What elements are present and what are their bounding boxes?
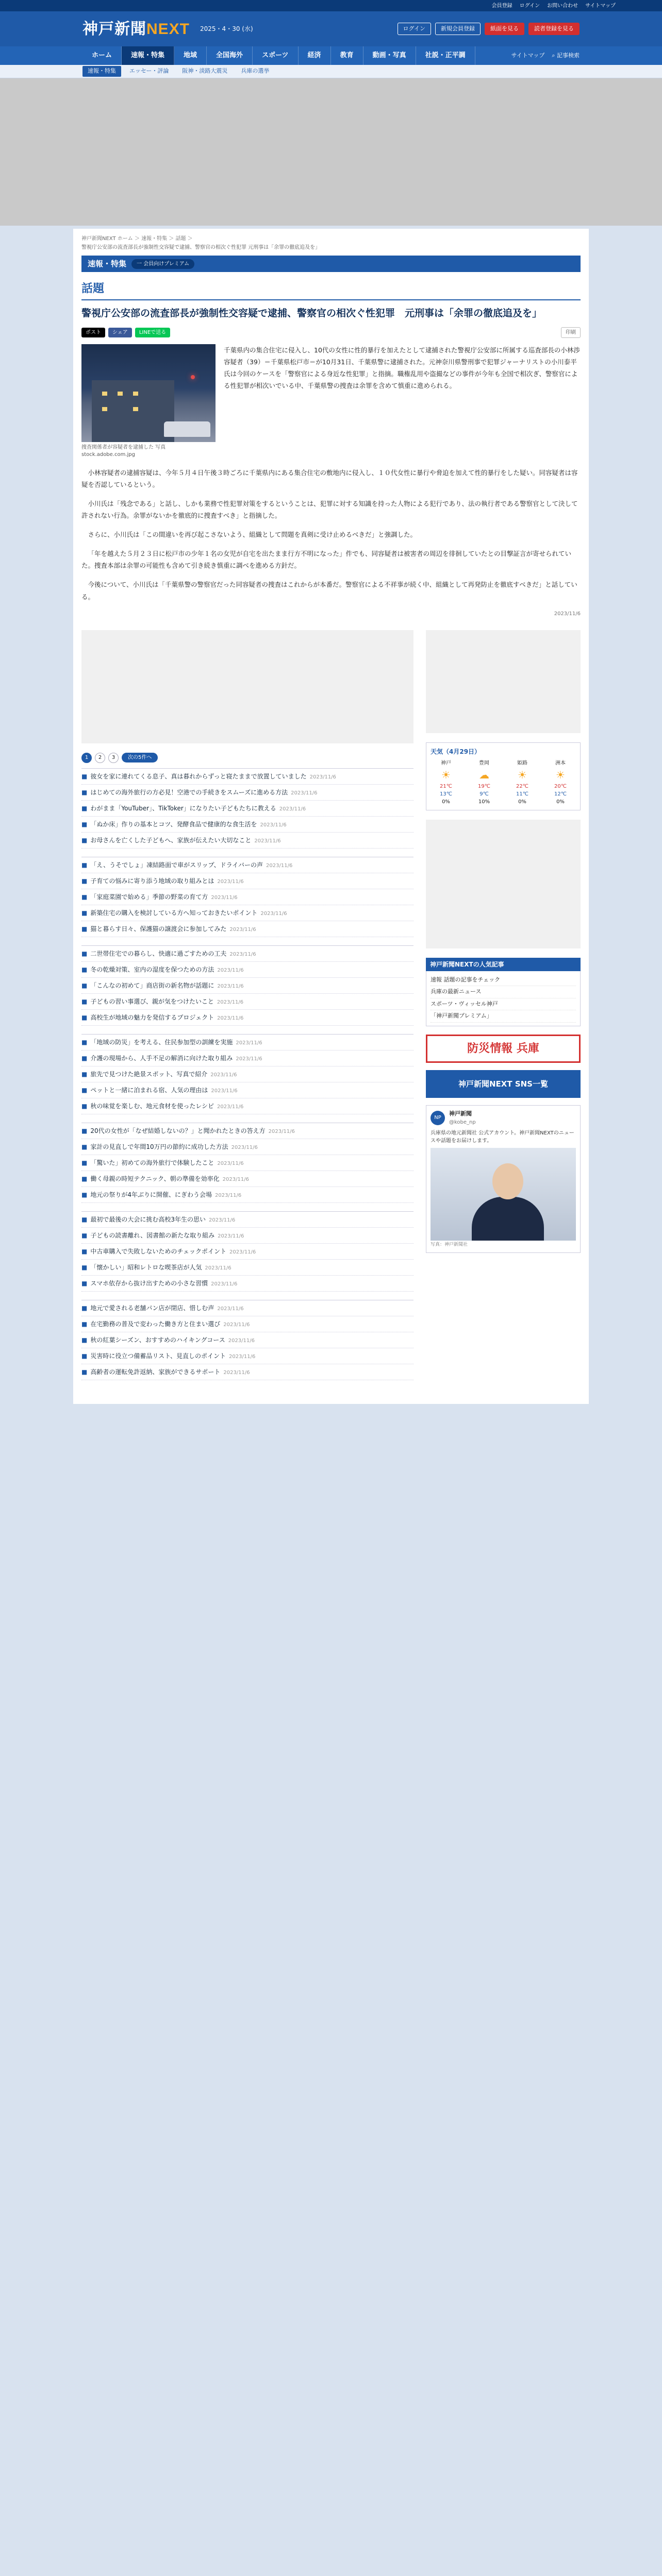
weather-city: 豊岡	[479, 760, 489, 766]
news-group	[81, 857, 413, 937]
list-item-title: 新築住宅の購入を検討している方へ知っておきたいポイント 2023/11/6	[90, 909, 287, 917]
list-item-date: 2023/11/6	[236, 1056, 262, 1062]
list-item-title: 地元の祭りが4年ぶりに開催、にぎわう会場 2023/11/6	[90, 1191, 242, 1198]
bullet-icon: ■	[81, 1368, 88, 1376]
nav-item-local[interactable]: 地域	[174, 46, 207, 65]
list-item[interactable]	[81, 1332, 413, 1348]
bullet-icon: ■	[81, 772, 88, 780]
list-item-date: 2023/11/6	[214, 1192, 242, 1198]
list-item-date: 2023/11/6	[309, 774, 336, 780]
profile-text: 兵庫県の地元新聞社 公式アカウント。神戸新聞NEXTのニュースや話題をお届けします。	[431, 1130, 574, 1144]
lower-columns	[81, 630, 581, 1388]
list-item[interactable]	[81, 905, 413, 921]
list-item-date: 2023/11/6	[217, 999, 244, 1005]
list-item-title: 「え、うそでしょ」凍結路面で車がスリップ、ドライバーの声 2023/11/6	[90, 861, 293, 869]
list-item[interactable]	[81, 1276, 413, 1292]
side-ad[interactable]	[426, 630, 581, 733]
bullet-icon: ■	[81, 1352, 88, 1360]
pager	[81, 753, 413, 763]
list-item-title: 家計の見直しで年間10万円の節約に成功した方法 2023/11/6	[90, 1143, 258, 1150]
news-group	[81, 1300, 413, 1380]
news-group	[81, 1034, 413, 1114]
news-group	[81, 768, 413, 849]
list-item-date: 2023/11/6	[217, 1104, 244, 1110]
photo-window	[118, 392, 123, 396]
list-item[interactable]	[81, 921, 413, 937]
list-item-title: 高校生が地域の魅力を発信するプロジェクト 2023/11/6	[90, 1013, 244, 1021]
list-item-date: 2023/11/6	[211, 894, 238, 901]
list-item-title: 二世帯住宅での暮らし、快適に過ごすための工夫 2023/11/6	[90, 950, 256, 957]
list-item-title: 働く母親の時短テクニック、朝の準備を効率化 2023/11/6	[90, 1175, 249, 1182]
weather-high: 21℃	[440, 783, 452, 789]
list-item-date: 2023/11/6	[217, 878, 244, 885]
list-item-title: 秋の味覚を楽しむ、地元食材を使ったレシピ 2023/11/6	[90, 1102, 244, 1110]
site-logo[interactable]	[82, 18, 190, 41]
subnav-item[interactable]: エッセー・評論	[129, 67, 169, 75]
list-item-date: 2023/11/6	[229, 1249, 256, 1255]
weather-low: 9℃	[479, 791, 489, 797]
list-item-date: 2023/11/6	[205, 1265, 231, 1271]
list-item[interactable]	[81, 1187, 413, 1203]
list-item-title: 「家庭菜園で始める」季節の野菜の育て方 2023/11/6	[90, 893, 238, 901]
side-ad-2[interactable]	[426, 820, 581, 948]
list-item[interactable]	[81, 1260, 413, 1276]
bullet-icon: ■	[81, 1054, 88, 1062]
breadcrumb[interactable]: 神戸新聞NEXT ホーム ＞ 速報・特集 ＞ 話題 ＞	[81, 236, 193, 242]
nav-item-editorial[interactable]: 社説・正平調	[416, 46, 475, 65]
bullet-icon: ■	[81, 1102, 88, 1110]
list-item-date: 2023/11/6	[229, 1353, 256, 1360]
weather-high: 22℃	[516, 783, 528, 789]
main-content	[73, 229, 589, 1404]
topbar-link[interactable]: 会員登録	[491, 3, 512, 9]
weather-icon: ☀	[441, 768, 451, 781]
profile-card	[426, 1105, 581, 1253]
list-item[interactable]	[81, 1171, 413, 1187]
list-item-title: 秋の紅葉シーズン、おすすめのハイキングコース 2023/11/6	[90, 1336, 255, 1344]
subnav-item[interactable]: 速報・特集	[82, 66, 121, 77]
weather-cell	[431, 759, 461, 806]
weather-city: 姫路	[517, 760, 527, 766]
bullet-icon: ■	[81, 861, 88, 869]
topbar-link[interactable]: ログイン	[519, 3, 540, 9]
article-paragraph: 「年を越えた５月２３日に松戸市の少年１名の女児が自宅を出たまま行方不明になった」件でも、同容疑者は被害者の周辺を徘徊していたとの目撃証言が寄せられていた。捜査本部は余罪の可能性も含めて引き続き慎重に調べを進める方針だ。	[81, 550, 572, 570]
avatar[interactable]: NP	[431, 1111, 445, 1125]
sns-banner[interactable]: 神戸新聞NEXT SNS一覧	[426, 1070, 581, 1098]
news-group	[81, 1123, 413, 1203]
login-button[interactable]: ログイン	[398, 23, 431, 36]
bullet-icon: ■	[81, 1304, 88, 1312]
list-item-title: 「驚いた」初めての海外旅行で体験したこと 2023/11/6	[90, 1159, 244, 1166]
bullet-icon: ■	[81, 1175, 88, 1182]
list-item-date: 2023/11/6	[254, 838, 281, 844]
weather-pop: 0%	[442, 799, 450, 805]
weather-cell	[507, 759, 538, 806]
list-item-date: 2023/11/6	[223, 1369, 250, 1376]
bullet-icon: ■	[81, 950, 88, 957]
list-item-date: 2023/11/6	[217, 1306, 244, 1312]
list-item[interactable]	[81, 1348, 413, 1364]
nav-item-economy[interactable]: 経済	[299, 46, 331, 65]
list-item[interactable]	[81, 1066, 413, 1082]
list-item-title: 彼女を家に連れてくる息子、真は暮れからずっと寝たままで放置していました 2023/11/6	[90, 772, 336, 780]
list-item-title: 「地域の防災」を考える、住民参加型の訓練を実施 2023/11/6	[90, 1038, 262, 1046]
list-item[interactable]	[81, 1098, 413, 1114]
bullet-icon: ■	[81, 1038, 88, 1046]
list-item[interactable]	[81, 978, 413, 994]
side-ranking-item[interactable]: 兵庫の最新ニュース	[431, 986, 576, 998]
side-ranking-item[interactable]: 速報 話題の記事をチェック	[431, 974, 576, 987]
bullet-icon: ■	[81, 788, 88, 796]
list-item[interactable]	[81, 1364, 413, 1380]
bullet-icon: ■	[81, 1247, 88, 1255]
bullet-icon: ■	[81, 1191, 88, 1198]
article-date: 2023/11/6	[554, 611, 581, 617]
search-link[interactable]	[552, 52, 580, 60]
bullet-icon: ■	[81, 804, 88, 812]
list-item-title: 旅先で見つけた絶景スポット、写真で紹介 2023/11/6	[90, 1070, 237, 1078]
bullet-icon: ■	[81, 1279, 88, 1287]
bullet-icon: ■	[81, 1215, 88, 1223]
article-lead-text: 千葉県内の集合住宅に侵入し、10代の女性に性的暴行を加えたとして逮捕された警視庁公安部に所属する巡査部長の小林渉容疑者（39）＝千葉県松戸市＝が10月31日、千葉県警に逮捕された。元神奈川県警刑事で犯罪ジャーナリストの小川泰平氏は今回のケースを「警察官による身近な性犯罪」と指摘。職権乱用や盗撮などの事件が今年も全国で相次ぎ、警察官による性犯罪が相次いでいる中、千葉県警の捜査は余罪を含めて慎重に進められる。	[224, 346, 580, 389]
list-item[interactable]	[81, 1316, 413, 1332]
bullet-icon: ■	[81, 877, 88, 885]
weather-low: 11℃	[516, 791, 528, 797]
side-ranking-title: 神戸新聞NEXTの人気記事	[426, 958, 581, 971]
bullet-icon: ■	[81, 1086, 88, 1094]
logo-accent: NEXT	[146, 20, 190, 38]
list-item-title: 冬の乾燥対策、室内の湿度を保つための方法 2023/11/6	[90, 965, 244, 973]
top-ad-banner[interactable]	[0, 78, 662, 226]
list-item-title: 在宅勤務の普及で変わった働き方と住まい選び 2023/11/6	[90, 1320, 250, 1328]
mid-ad[interactable]	[81, 630, 413, 743]
list-item[interactable]	[81, 1082, 413, 1098]
bullet-icon: ■	[81, 1231, 88, 1239]
weather-icon: ☀	[518, 768, 527, 781]
photo-window	[133, 392, 138, 396]
list-item[interactable]	[81, 801, 413, 817]
list-item-date: 2023/11/6	[279, 806, 306, 812]
list-item-title: 災害時に役立つ備蓄品リスト、見直しのポイント 2023/11/6	[90, 1352, 256, 1360]
profile-photo[interactable]	[431, 1148, 576, 1241]
weather-city: 洲本	[555, 760, 566, 766]
news-list	[81, 768, 413, 1380]
main-nav	[0, 46, 662, 65]
section-title: 話題	[81, 280, 581, 300]
related-news	[81, 630, 413, 1388]
page-button[interactable]: 2	[95, 753, 105, 763]
bullet-icon: ■	[81, 1070, 88, 1078]
side-ranking-item[interactable]: 「神戸新聞プレミアム」	[431, 1010, 576, 1023]
side-ranking-list	[426, 971, 581, 1026]
list-item-date: 2023/11/6	[217, 1015, 244, 1021]
list-item-title: 子どもの読書離れ、図書館の新たな取り組み 2023/11/6	[90, 1231, 244, 1239]
page-button[interactable]: 1	[81, 753, 92, 763]
side-ranking-item[interactable]: スポーツ・ヴィッセル神戸	[431, 998, 576, 1011]
next-page-button[interactable]: 次の5件へ	[122, 753, 158, 762]
category-bar	[81, 256, 581, 272]
weather-high: 19℃	[478, 783, 490, 789]
article-lead	[81, 344, 581, 459]
photo-building	[92, 380, 174, 442]
article-title: 警視庁公安部の流査部長が強制性交容疑で逮捕、警察官の相次ぐ性犯罪 元刑事は「余罪の徹底追及を」	[81, 308, 542, 319]
list-item-title: 子どもの習い事選び、親が気をつけたいこと 2023/11/6	[90, 997, 244, 1005]
list-item-title: 介護の現場から、人手不足の解消に向けた取り組み 2023/11/6	[90, 1054, 262, 1062]
photo-siren	[191, 375, 195, 379]
photo-caption: 捜査関係者が容疑者を逮捕した 写真 stock.adobe.com.jpg	[81, 444, 166, 457]
list-item[interactable]	[81, 1212, 413, 1228]
share-facebook-button[interactable]: シェア	[108, 328, 132, 337]
site-header	[0, 11, 662, 46]
list-item-date: 2023/11/6	[222, 1176, 249, 1182]
header-date: 2025・4・30 (水)	[200, 25, 253, 32]
article-paragraph: 小川氏は「残念である」と話し、しかも業務で性犯罪対策をするということは、犯罪に対する知識を持った人物による犯行であり、法の執行者である警察官として決して許されない行為。余罪がないかを徹底的に捜査すべき」と指摘した。	[81, 499, 578, 519]
list-item[interactable]	[81, 1010, 413, 1026]
weather-pop: 0%	[518, 799, 526, 805]
weather-widget[interactable]	[426, 742, 581, 810]
list-item-date: 2023/11/6	[236, 1040, 262, 1046]
list-item-date: 2023/11/6	[260, 910, 287, 917]
share-row	[81, 327, 581, 338]
list-item-date: 2023/11/6	[229, 926, 256, 933]
list-item-date: 2023/11/6	[291, 790, 318, 796]
logo-text: 神戸新聞	[82, 20, 146, 38]
list-item-date: 2023/11/6	[218, 1233, 244, 1239]
list-item[interactable]	[81, 817, 413, 833]
photo-police-car	[164, 421, 210, 437]
weather-high: 20℃	[554, 783, 567, 789]
list-item-date: 2023/11/6	[217, 1160, 244, 1166]
list-item[interactable]	[81, 873, 413, 889]
sitemap-link[interactable]: サイトマップ	[511, 52, 545, 59]
list-item[interactable]	[81, 946, 413, 962]
bullet-icon: ■	[81, 1263, 88, 1271]
weather-icon: ☀	[556, 768, 565, 781]
portrait-suit	[472, 1197, 544, 1241]
list-item-date: 2023/11/6	[268, 1128, 295, 1134]
list-item-date: 2023/11/6	[210, 1072, 237, 1078]
weather-icon: ☁	[479, 768, 489, 781]
list-item-date: 2023/11/6	[228, 1337, 255, 1344]
list-item[interactable]	[81, 785, 413, 801]
list-item[interactable]	[81, 833, 413, 849]
sub-nav	[0, 65, 662, 78]
list-item-date: 2023/11/6	[229, 951, 256, 957]
list-item-title: スマホ依存から抜け出すための小さな習慣 2023/11/6	[90, 1279, 238, 1287]
list-item[interactable]	[81, 962, 413, 978]
profile-name: 神戸新聞	[449, 1110, 472, 1117]
list-item-date: 2023/11/6	[260, 822, 287, 828]
category-label: 速報・特集	[88, 259, 127, 268]
nav-item-home[interactable]: ホーム	[82, 46, 122, 65]
list-item-title: わがまま「YouTuber」、TikToker」になりたい子どもたちに教える 2023/11/6	[90, 804, 306, 812]
bullet-icon: ■	[81, 836, 88, 844]
print-button[interactable]: 印刷	[561, 327, 581, 338]
bullet-icon: ■	[81, 909, 88, 917]
list-item[interactable]	[81, 1139, 413, 1155]
nav-item-video[interactable]: 動画・写真	[363, 46, 416, 65]
list-item-title: 「懐かしい」昭和レトロな喫茶店が人気 2023/11/6	[90, 1263, 231, 1271]
bullet-icon: ■	[81, 1320, 88, 1328]
weather-pop: 0%	[556, 799, 565, 805]
top-utility-bar	[0, 0, 662, 11]
weather-title: 天気（4月29日）	[431, 748, 481, 755]
nav-item-world[interactable]: 全国海外	[207, 46, 253, 65]
list-item-date: 2023/11/6	[211, 1088, 238, 1094]
breadcrumb-title: 警視庁公安部の流査部長が強制性交容疑で逮捕、警察官の相次ぐ性犯罪 元刑事は「余罪の徹底追及を」	[81, 245, 321, 250]
list-item[interactable]	[81, 1244, 413, 1260]
bousai-banner[interactable]	[426, 1035, 581, 1063]
list-item-date: 2023/11/6	[208, 1217, 236, 1223]
list-item-title: 「こんなの初めて」商店街の新名物が話題に 2023/11/6	[90, 981, 244, 989]
profile-photo-caption: 写真：神戸新聞社	[431, 1242, 468, 1247]
list-item[interactable]	[81, 1228, 413, 1244]
page-button[interactable]: 3	[108, 753, 119, 763]
list-item-title: 猫と暮らす日々、保護猫の譲渡会に参加してみた 2023/11/6	[90, 925, 256, 933]
list-item[interactable]	[81, 1035, 413, 1050]
article-paragraph: 小林容疑者の逮捕容疑は、今年５月４日午後３時ごろに千葉県内にある集合住宅の敷地内に侵入し、１０代女性に暴行や脅迫を加えて性的暴行をした疑い。同容疑者は容疑を否認しているという。	[81, 468, 578, 488]
share-line-button[interactable]: LINEで送る	[135, 328, 170, 337]
bullet-icon: ■	[81, 997, 88, 1005]
article-paragraph: 今後について、小川氏は「千葉県警の警察官だった同容疑者の捜査はこれからが本番だ。警察官による不祥事が続く中、組織として再発防止を徹底すべきだ」と話している。	[81, 581, 577, 601]
bullet-icon: ■	[81, 925, 88, 933]
search-link-label: 記事検索	[557, 52, 580, 59]
subscribe-button[interactable]: 紙面を見る	[485, 23, 524, 36]
profile-handle: @kobe_np	[449, 1119, 476, 1125]
nav-item-news[interactable]: 速報・特集	[122, 46, 174, 65]
list-item-title: 高齢者の運転免許返納、家族ができるサポート 2023/11/6	[90, 1368, 250, 1376]
photo-window	[102, 407, 107, 411]
bullet-icon: ■	[81, 981, 88, 989]
share-x-button[interactable]: ポスト	[81, 328, 105, 337]
bullet-icon: ■	[81, 965, 88, 973]
subnav-item[interactable]: 兵庫の選挙	[241, 67, 270, 75]
news-group	[81, 1211, 413, 1292]
bullet-icon: ■	[81, 1143, 88, 1150]
bullet-icon: ■	[81, 820, 88, 828]
article-photo	[81, 344, 216, 459]
photo-window	[133, 407, 138, 411]
list-item[interactable]	[81, 857, 413, 873]
news-group	[81, 945, 413, 1026]
bullet-icon: ■	[81, 1336, 88, 1344]
weather-low: 13℃	[440, 791, 452, 797]
weather-pop: 10%	[478, 799, 490, 805]
list-item[interactable]	[81, 889, 413, 905]
topbar-link[interactable]: お問い合わせ	[547, 3, 578, 9]
article-paragraph: さらに、小川氏は「この間違いを再び起こさないよう、組織として問題を真剣に受け止めるべきだ」と強調した。	[88, 531, 417, 539]
weather-cell	[469, 759, 500, 806]
list-item-date: 2023/11/6	[217, 967, 244, 973]
list-item-date: 2023/11/6	[223, 1321, 250, 1328]
sidebar	[426, 630, 581, 1388]
bousai-title: 防災情報 兵庫	[467, 1042, 539, 1055]
bullet-icon: ■	[81, 1127, 88, 1134]
list-item-title: 地元で愛される老舗パン店が閉店、惜しむ声 2023/11/6	[90, 1304, 244, 1312]
list-item[interactable]	[81, 1300, 413, 1316]
bullet-icon: ■	[81, 1013, 88, 1021]
police-photo[interactable]	[81, 344, 216, 442]
subnav-item[interactable]: 阪神・淡路大震災	[182, 67, 228, 75]
article-body	[81, 467, 581, 603]
list-item-title: お母さんを亡くした子どもへ、家族が伝えたい大切なこと 2023/11/6	[90, 836, 281, 844]
nav-item-education[interactable]: 教育	[331, 46, 363, 65]
premium-pill[interactable]: 一 会員向けプレミアム	[131, 259, 194, 269]
list-item-title: 20代の女性が「なぜ結婚しないの？」と聞かれたときの答え方 2023/11/6	[90, 1127, 295, 1134]
weather-cell	[545, 759, 576, 806]
nav-item-sports[interactable]: スポーツ	[253, 46, 298, 65]
list-item-title: 子育ての悩みに寄り添う地域の取り組みとは 2023/11/6	[90, 877, 244, 885]
list-item-title: 「ぬか床」作りの基本とコツ、発酵食品で健康的な食生活を 2023/11/6	[90, 820, 287, 828]
list-item[interactable]	[81, 769, 413, 785]
list-item-title: 最初で最後の大会に挑む高校3年生の思い 2023/11/6	[90, 1215, 236, 1223]
list-item[interactable]	[81, 1155, 413, 1171]
photo-window	[102, 392, 107, 396]
list-item-title: はじめての海外旅行の方必見！空港での手続きをスムーズに進める方法 2023/11/6	[90, 788, 318, 796]
topbar-link[interactable]: サイトマップ	[585, 3, 616, 9]
list-item-title: 中古車購入で失敗しないためのチェックポイント 2023/11/6	[90, 1247, 256, 1255]
bullet-icon: ■	[81, 893, 88, 901]
search-icon: ⌕	[552, 52, 555, 59]
register-button[interactable]: 新規会員登録	[435, 23, 481, 36]
list-item[interactable]	[81, 994, 413, 1010]
list-item[interactable]	[81, 1050, 413, 1066]
weather-low: 12℃	[554, 791, 567, 797]
list-item-date: 2023/11/6	[231, 1144, 258, 1150]
list-item-date: 2023/11/6	[266, 862, 293, 869]
list-item[interactable]	[81, 1123, 413, 1139]
portrait-head	[492, 1163, 523, 1199]
list-item-date: 2023/11/6	[217, 983, 244, 989]
weather-row	[431, 759, 576, 806]
trial-button[interactable]: 読者登録を見る	[528, 23, 580, 36]
bullet-icon: ■	[81, 1159, 88, 1166]
list-item-title: ペットと一緒に泊まれる宿、人気の理由は 2023/11/6	[90, 1086, 238, 1094]
weather-city: 神戸	[441, 760, 451, 766]
list-item-date: 2023/11/6	[211, 1281, 238, 1287]
